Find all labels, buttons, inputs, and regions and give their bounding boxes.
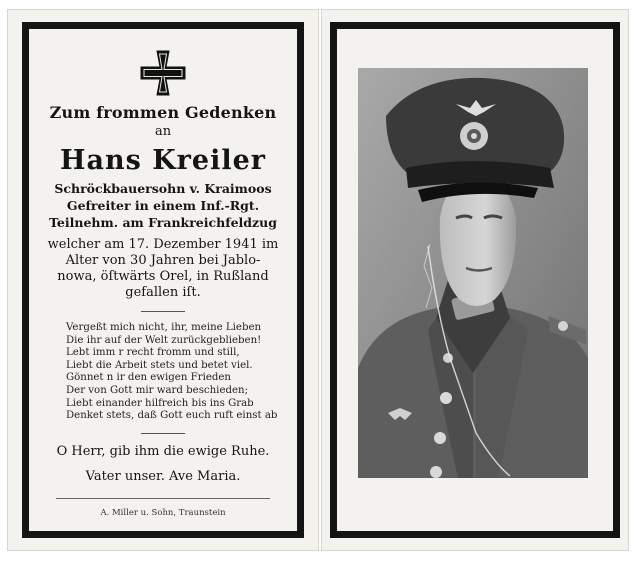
prayer-line: Vater unser. Ave Maria.: [85, 468, 241, 484]
imprint-divider: [56, 498, 270, 499]
poem-line: Lebt imm r recht fromm und still,: [66, 347, 240, 359]
poem-line: Liebt die Arbeit stets und betet viel.: [66, 359, 253, 371]
prayer-line: O Herr, gib ihm die ewige Ruhe.: [56, 443, 270, 459]
printer-imprint: A. Miller u. Sohn, Traunstein: [100, 507, 226, 518]
poem-line: Gönnet n ir den ewigen Frieden: [66, 372, 231, 384]
divider: [141, 311, 185, 312]
death-notice: [39, 237, 287, 301]
role-line: Gefreiter in einem Inf.-Rgt.: [66, 198, 260, 213]
card-text-block: [29, 31, 297, 518]
deceased-name: Hans Kreiler: [59, 145, 267, 176]
memorial-heading: Zum frommen Gedenken: [49, 103, 277, 122]
heading-preposition: an: [154, 124, 172, 139]
death-notice-line: gefallen iſt.: [125, 285, 201, 300]
death-notice-line: Alter von 30 Jahren bei Jablo-: [65, 253, 261, 268]
death-notice-line: nowa, öſtwärts Orel, in Rußland: [57, 269, 269, 284]
poem-line: Denket stets, daß Gott euch ruft einst ab: [66, 410, 278, 422]
iron-cross-icon: [139, 49, 187, 97]
poem-line: Die ihr auf der Welt zurückgeblieben!: [66, 334, 262, 346]
role-line: Teilnehm. am Frankreichfeldzug: [49, 215, 277, 230]
memorial-poem: [66, 322, 297, 423]
poem-line: Vergeßt mich nicht, ihr, meine Lieben: [66, 322, 262, 333]
death-notice-line: welcher am 17. Dezember 1941 im: [47, 237, 279, 252]
soldier-portrait-photo: [358, 68, 588, 478]
role-line: Schröckbauersohn v. Kraimoos: [54, 181, 272, 196]
divider: [141, 433, 185, 434]
poem-line: Der von Gott mir ward beschieden;: [66, 384, 249, 396]
poem-line: Liebt einander hilfreich bis ins Grab: [66, 397, 254, 409]
